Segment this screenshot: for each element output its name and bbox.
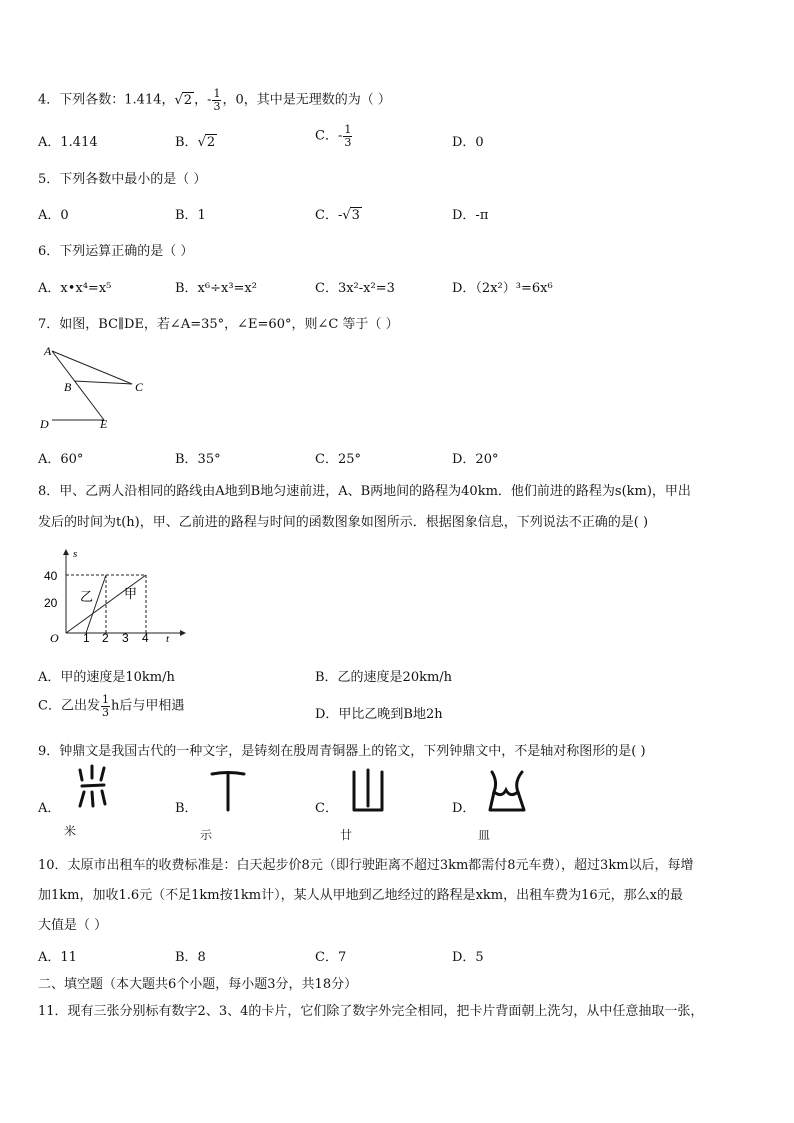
q9-glyph-a [74, 764, 114, 814]
q8-option-a: A．甲的速度是10km/h [38, 670, 175, 685]
q9-caption-b: 示 [200, 828, 213, 842]
q9-glyph-c [348, 768, 388, 818]
q8-s-label: s [73, 548, 78, 560]
q9-glyph-b [208, 768, 248, 816]
q8-stem-line1: 8．甲、乙两人沿相同的路线由A地到B地匀速前进，A、B两地间的路程为40km．他们前进的路程为s(km)，甲出 [38, 484, 691, 499]
q4-frac-num: 1 [213, 87, 221, 100]
q8-x1: 1 [83, 631, 90, 645]
q5-stem: 5．下列各数中最小的是（ ） [38, 172, 207, 187]
q5-c-radicand: 3 [351, 208, 360, 223]
q5-c-sqrt: √3 [342, 208, 360, 223]
q8-option-d: D．甲比乙晚到B地2h [315, 707, 443, 722]
q4-option-b [175, 131, 217, 150]
q6-option-d: D．（2x²）³=6x⁶ [452, 281, 553, 296]
q4-stem-prefix: 4．下列各数：1.414， [38, 92, 175, 108]
q8-x4: 4 [142, 631, 149, 645]
q6-stem: 6．下列运算正确的是（ ） [38, 244, 194, 259]
q8-y40: 40 [44, 569, 58, 583]
q4-c-fraction [343, 124, 352, 148]
q10-option-c: C．7 [315, 950, 347, 965]
q7-option-c: C．25° [315, 452, 361, 467]
q10-line3: 大值是（ ） [38, 918, 108, 933]
q4-c-den: 3 [344, 135, 352, 149]
q5-option-a: A．0 [38, 208, 69, 223]
q4-sqrt: √2 [174, 92, 193, 108]
q11-line1: 11．现有三张分别标有数字2、3、4的卡片，它们除了数字外完全相同，把卡片背面朝上洗匀，从中任意抽取一张， [38, 1004, 704, 1019]
q9-option-b: B． [175, 801, 198, 816]
q8-option-b: B．乙的速度是20km/h [315, 670, 453, 685]
q6-option-c: C．3x²-x²=3 [315, 281, 395, 296]
q5-option-d: D．-π [452, 208, 489, 223]
q9-stem: 9．钟鼎文是我国古代的一种文字，是铸刻在殷周青铜器上的铭文，下列钟鼎文中，不是轴对称图形的是( ) [38, 744, 646, 759]
q4-b-label: B． [175, 135, 198, 150]
q10-line1: 10．太原市出租车的收费标准是：白天起步价8元（即行驶距离不超过3km都需付8元车费），超过3km以后，每增 [38, 858, 694, 873]
q7-label-a: A [44, 344, 52, 358]
q4-b-sqrt: √2 [197, 135, 216, 150]
q9-glyph-d [486, 768, 528, 818]
q7-figure [36, 340, 152, 432]
q9-caption-a: 米 [64, 824, 77, 838]
q9-option-d: D． [452, 801, 476, 816]
q4-frac-den: 3 [213, 99, 221, 113]
q4-stem-mid: ，- [194, 92, 212, 108]
q8-option-c [38, 694, 184, 718]
q6-option-b: B．x⁶÷x³=x² [175, 281, 257, 296]
q7-label-c: C [135, 380, 144, 394]
q8-stem-line2: 发后的时间为t(h)，甲、乙前进的路程与时间的函数图象如图所示．根据图象信息，下列说法不正确的是( ) [38, 515, 649, 530]
q10-line2: 加1km，加收1.6元（不足1km按1km计），某人从甲地到乙地经过的路程是xkm，出租车费为16元，那么x的最 [38, 888, 684, 903]
q8-c-suffix: h后与甲相遇 [110, 698, 185, 714]
q8-x3: 3 [122, 631, 129, 645]
q5-option-c [315, 204, 362, 223]
q6-option-a: A．x•x⁴=x⁵ [38, 281, 112, 296]
q7-option-d: D．20° [452, 452, 499, 467]
q8-graph [40, 545, 188, 645]
q8-line-jia [66, 575, 146, 633]
section2-title: 二、填空题（本大题共6个小题，每小题3分，共18分） [38, 977, 358, 992]
q8-y-arrow [63, 549, 69, 555]
q4-option-a: A．1.414 [38, 135, 98, 150]
q4-stem [38, 88, 391, 112]
q8-t-label: t [166, 633, 170, 645]
q9-caption-c: 廿 [340, 828, 353, 842]
q4-fraction [212, 88, 221, 112]
q10-option-b: B．8 [175, 950, 206, 965]
q8-x2: 2 [102, 631, 109, 645]
q8-jia-label: 甲 [124, 587, 138, 602]
q7-label-e: E [100, 417, 108, 431]
q4-c-label: C．- [315, 128, 343, 144]
q9-caption-d: 皿 [478, 828, 491, 842]
q7-label-d: D [40, 417, 49, 431]
q5-option-b: B．1 [175, 208, 206, 223]
q7-segment-bc [74, 381, 132, 384]
q7-option-a: A．60° [38, 452, 84, 467]
q7-stem: 7．如图，BC∥DE，若∠A=35°，∠E=60°，则∠C 等于（ ） [38, 317, 399, 332]
q10-option-a: A．11 [38, 950, 77, 965]
q8-c-fraction [101, 694, 110, 718]
q4-sqrt-radicand: 2 [183, 92, 193, 108]
q4-b-radicand: 2 [206, 135, 216, 150]
q4-option-c [315, 124, 353, 148]
q8-c-prefix: C．乙出发 [38, 698, 100, 714]
q8-yi-label: 乙 [80, 590, 94, 605]
q4-stem-suffix: ，0，其中是无理数的为（ ） [222, 92, 391, 108]
q4-c-num: 1 [344, 123, 352, 136]
q8-y20: 20 [44, 596, 58, 610]
q4-option-d: D．0 [452, 135, 484, 150]
q10-option-d: D．5 [452, 950, 484, 965]
q5-c-label: C．- [315, 208, 343, 223]
q8-c-num: 1 [101, 693, 109, 706]
q8-c-den: 3 [101, 705, 109, 719]
q9-option-c: C． [315, 801, 338, 816]
q9-option-a: A． [38, 801, 61, 816]
q7-label-b: B [64, 380, 72, 394]
q8-origin-label: O [50, 631, 59, 645]
q8-x-arrow [180, 630, 186, 636]
q7-option-b: B．35° [175, 452, 221, 467]
